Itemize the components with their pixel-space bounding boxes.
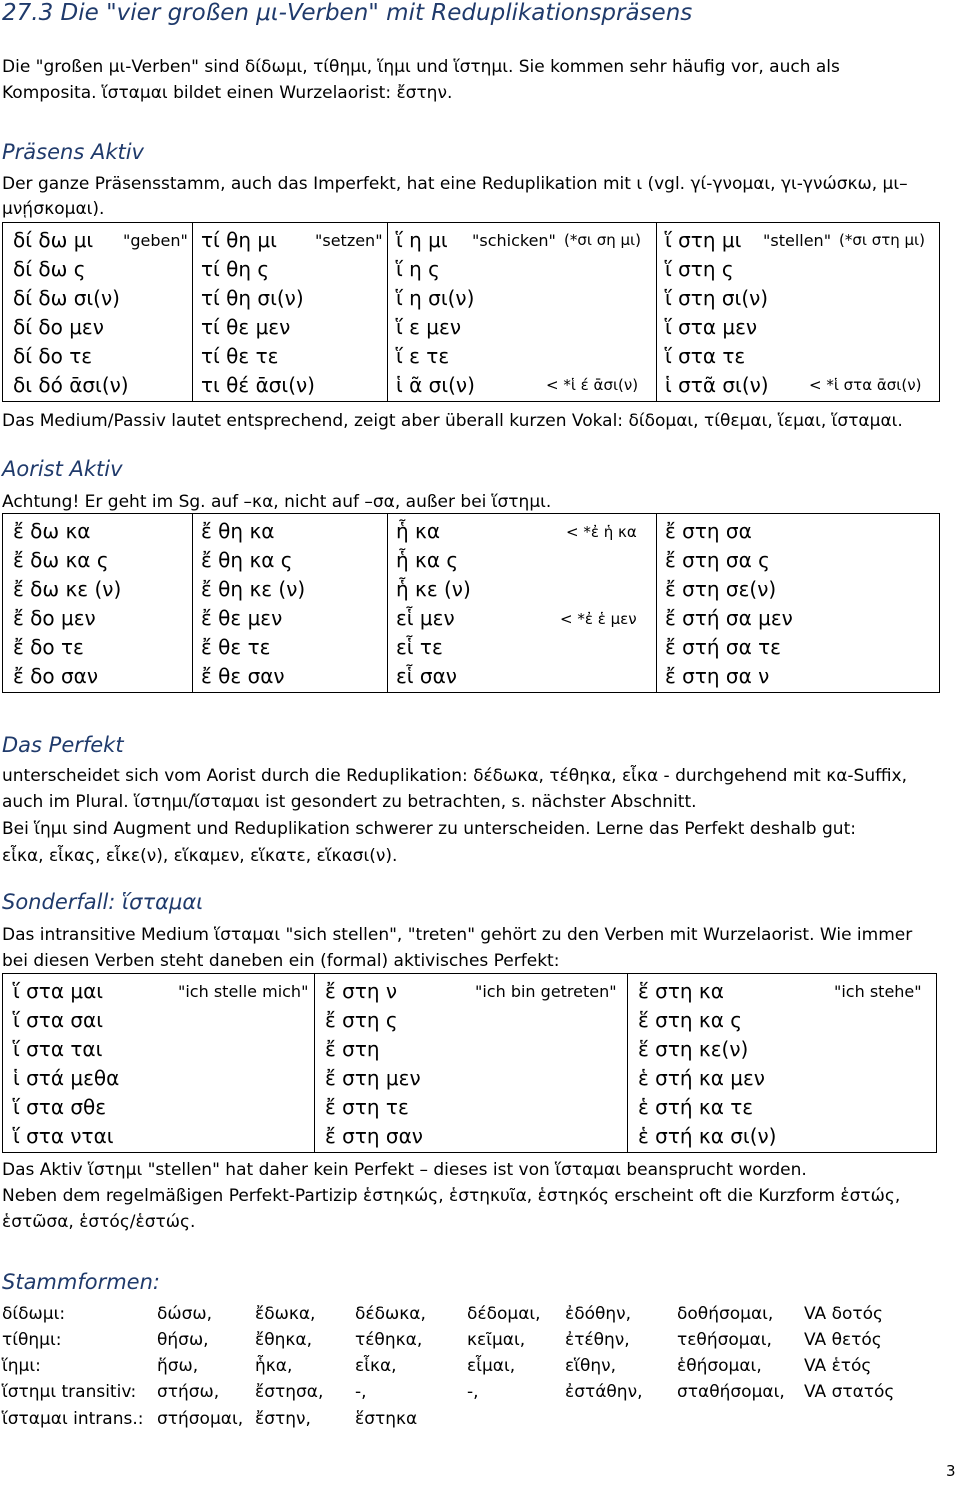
stammform-cell: δοθήσομαι, — [677, 1304, 774, 1324]
perfekt-line-1: unterscheidet sich vom Aorist durch die Reduplikation: δέδωκα, τέθηκα, εἷκα - durchgehend mit κα-Suffix, — [2, 766, 908, 786]
form-row: ἔ δω κα — [13, 519, 91, 543]
form-row: ἧ κα — [396, 519, 441, 543]
etymology-note: (*σι στη μι) — [839, 231, 925, 249]
form-row: δί δο μεν — [13, 315, 104, 339]
stammform-cell: δέδομαι, — [467, 1304, 541, 1324]
stammform-verb: δίδωμι: — [2, 1304, 66, 1324]
form-row: τί θη ς — [201, 257, 270, 281]
form-row: ἔ θε σαν — [201, 664, 285, 688]
stammform-cell: ἔστησα, — [255, 1382, 324, 1402]
sonderfall-line-1: Das intransitive Medium ἵσταμαι "sich stellen", "treten" gehört zu den Verben mit Wurzelaorist. Wie immer — [2, 925, 913, 945]
stammform-cell: στήσομαι, — [157, 1409, 244, 1429]
stammform-cell: VA θετός — [804, 1330, 882, 1350]
gloss: "ich stelle mich" — [178, 982, 309, 1001]
intro-line-2: Komposita. ἵσταμαι bildet einen Wurzelaorist: ἔστην. — [2, 83, 453, 103]
stammform-cell: ἕστηκα — [355, 1409, 418, 1429]
form-row: ἔ στη σα ς — [665, 548, 770, 572]
sonderfall-after-2: Neben dem regelmäßigen Perfekt-Partizip ἑστηκώς, ἑστηκυῖα, ἑστηκός erscheint oft die Kurzform ἑστώς, — [2, 1186, 901, 1206]
stammform-cell: κεῖμαι, — [467, 1330, 526, 1350]
row-note: < *ἐ ἡ κα — [566, 523, 637, 541]
form-row: ἑ στή κα μεν — [638, 1066, 765, 1090]
sonderfall-line-2: bei diesen Verben steht daneben ein (formal) aktivisches Perfekt: — [2, 951, 560, 971]
stammform-cell: -, — [355, 1382, 367, 1402]
form-row: εἷ σαν — [396, 664, 457, 688]
stammform-cell: θήσω, — [157, 1330, 209, 1350]
intro-line-1: Die "großen μι-Verben" sind δίδωμι, τίθημι, ἵημι und ἵστημι. Sie kommen sehr häufig vor, auch als — [2, 57, 840, 77]
form-row: ἱ ᾶ σι(ν) — [396, 373, 475, 397]
stammform-cell: σταθήσομαι, — [677, 1382, 785, 1402]
praesens-table — [2, 222, 940, 402]
form-row: ἵ στη σι(ν) — [665, 286, 769, 310]
gloss: "stellen" — [763, 231, 832, 250]
form-row: ἵ στη ς — [665, 257, 734, 281]
form-row: τί θη μι — [201, 228, 277, 252]
form-row: ἔ θη κα ς — [201, 548, 293, 572]
form-row: ἔ δο μεν — [13, 606, 96, 630]
stammform-cell: ἔστην, — [255, 1409, 311, 1429]
form-row: ἵ στα ται — [13, 1037, 103, 1061]
form-row: ἔ δω κα ς — [13, 548, 109, 572]
aorist-text: Achtung! Er geht im Sg. auf –κα, nicht auf –σα, außer bei ἵστημι. — [2, 492, 552, 512]
stammform-cell: VA ἑτός — [804, 1356, 872, 1376]
stammformen-heading: Stammformen: — [2, 1270, 160, 1294]
stammform-cell: ἥσω, — [157, 1356, 199, 1376]
form-row: ἔ στη μεν — [325, 1066, 421, 1090]
form-row: ἔ στη σε(ν) — [665, 577, 777, 601]
form-row: ἕ στη κε(ν) — [638, 1037, 749, 1061]
praesens-text-1: Der ganze Präsensstamm, auch das Imperfekt, hat eine Reduplikation mit ι (vgl. γί-γνομαι, γι-γνώσκω, μι– — [2, 174, 908, 194]
praesens-col-histemi — [657, 223, 940, 402]
form-row: ἑ στή κα τε — [638, 1095, 754, 1119]
form-row: ἵ στα σθε — [13, 1095, 107, 1119]
stammform-cell: στήσω, — [157, 1382, 220, 1402]
form-row: ἵ η σι(ν) — [396, 286, 475, 310]
gloss: "ich bin getreten" — [475, 982, 617, 1001]
aorist-table — [2, 513, 940, 693]
perfekt-line-3: Bei ἵημι sind Augment und Reduplikation schwerer zu unterscheiden. Lerne das Perfekt deshalb gut: — [2, 819, 856, 839]
page-title: 27.3 Die "vier großen μι-Verben" mit Reduplikationspräsens — [2, 0, 693, 26]
perfekt-heading: Das Perfekt — [2, 733, 124, 757]
praesens-text-2: μνῄσκομαι). — [2, 199, 105, 219]
praesens-col-didomi — [3, 223, 193, 402]
praesens-heading: Präsens Aktiv — [2, 140, 144, 164]
sonderfall-table — [2, 973, 937, 1153]
form-row: ἵ στα μαι — [13, 979, 104, 1003]
form-row: ἵ στα μεν — [665, 315, 758, 339]
sonderfall-col-esten — [315, 974, 628, 1153]
sonderfall-col-histamai — [3, 974, 315, 1153]
gloss: "geben" — [123, 231, 188, 250]
stammform-cell: εἵθην, — [565, 1356, 617, 1376]
stammform-cell: εἷκα, — [355, 1356, 397, 1376]
stammform-verb: τίθημι: — [2, 1330, 62, 1350]
form-row: τί θη σι(ν) — [201, 286, 304, 310]
form-row: δι δό ᾱσι(ν) — [13, 373, 129, 397]
form-row: δί δο τε — [13, 344, 93, 368]
form-row: δί δω μι — [13, 228, 94, 252]
sonderfall-after-1: Das Aktiv ἵστημι "stellen" hat daher kein Perfekt – dieses ist von ἵσταμαι beansprucht worden. — [2, 1160, 807, 1180]
form-row: ἵ η μι — [396, 228, 448, 252]
etymology-note: (*σι ση μι) — [564, 231, 641, 249]
row-note: < *ἱ στα ᾱσι(ν) — [809, 376, 922, 394]
praesens-col-hiemi — [388, 223, 657, 402]
form-row: ἔ στη ς — [325, 1008, 398, 1032]
stammform-cell: ἔθηκα, — [255, 1330, 312, 1350]
form-row: ἵ στα νται — [13, 1124, 114, 1148]
form-row: ἕ στη κα — [638, 979, 724, 1003]
aorist-heading: Aorist Aktiv — [2, 457, 123, 481]
stammform-cell: εἷμαι, — [467, 1356, 516, 1376]
form-row: ἱ στᾶ σι(ν) — [665, 373, 769, 397]
form-row: τι θέ ᾱσι(ν) — [201, 373, 315, 397]
stammform-cell: ἐδόθην, — [565, 1304, 632, 1324]
form-row: ἔ θη κα — [201, 519, 275, 543]
stammform-cell: δέδωκα, — [355, 1304, 426, 1324]
stammform-cell: VA δοτός — [804, 1304, 883, 1324]
form-row: ἔ στη τε — [325, 1095, 409, 1119]
aorist-col-hiemi — [388, 514, 657, 693]
stammform-cell: τεθήσομαι, — [677, 1330, 772, 1350]
sonderfall-after-3: ἑστῶσα, ἑστός/ἑστώς. — [2, 1212, 196, 1232]
form-row: ἵ ε μεν — [396, 315, 461, 339]
page-number: 3 — [946, 1462, 956, 1480]
form-row: ἔ θη κε (ν) — [201, 577, 306, 601]
stammform-cell: ἔδωκα, — [255, 1304, 316, 1324]
form-row: ἵ στα τε — [665, 344, 746, 368]
form-row: ἔ θε τε — [201, 635, 271, 659]
form-row: δί δω ς — [13, 257, 86, 281]
form-row: ἔ στή σα μεν — [665, 606, 793, 630]
form-row: ἔ στή σα τε — [665, 635, 781, 659]
row-note: < *ἐ ἑ μεν — [560, 610, 637, 628]
stammform-cell: ἐστάθην, — [565, 1382, 643, 1402]
form-row: δί δω σι(ν) — [13, 286, 120, 310]
form-row: ἵ η ς — [396, 257, 440, 281]
form-row: ἵ στη μι — [665, 228, 742, 252]
stammform-verb: ἵστημι transitiv: — [2, 1382, 137, 1402]
stammform-cell: ἐτέθην, — [565, 1330, 630, 1350]
gloss: "schicken" — [472, 231, 556, 250]
stammform-cell: τέθηκα, — [355, 1330, 423, 1350]
form-row: ἔ δο τε — [13, 635, 84, 659]
form-row: εἷ μεν — [396, 606, 455, 630]
form-row: τί θε τε — [201, 344, 279, 368]
stammform-verb: ἵσταμαι intrans.: — [2, 1409, 144, 1429]
form-row: εἷ τε — [396, 635, 443, 659]
form-row: ἔ δω κε (ν) — [13, 577, 122, 601]
form-row: ἱ στά μεθα — [13, 1066, 120, 1090]
form-row: ἵ ε τε — [396, 344, 450, 368]
stammform-verb: ἵημι: — [2, 1356, 41, 1376]
gloss: "setzen" — [315, 231, 383, 250]
row-note: < *ἱ έ ᾱσι(ν) — [546, 376, 639, 394]
perfekt-line-4: εἷκα, εἷκας, εἷκε(ν), εἵκαμεν, εἵκατε, εἵκασι(ν). — [2, 846, 398, 866]
form-row: ἔ στη ν — [325, 979, 398, 1003]
aorist-col-didomi — [3, 514, 193, 693]
form-row: ἑ στή κα σι(ν) — [638, 1124, 777, 1148]
gloss: "ich stehe" — [834, 982, 922, 1001]
praesens-col-tithemi — [193, 223, 388, 402]
form-row: ἕ στη κα ς — [638, 1008, 742, 1032]
aorist-col-histemi — [657, 514, 940, 693]
form-row: ἵ στα σαι — [13, 1008, 104, 1032]
form-row: ἔ στη σα — [665, 519, 752, 543]
form-row: ἔ στη σα ν — [665, 664, 770, 688]
sonderfall-heading: Sonderfall: ἵσταμαι — [2, 890, 204, 914]
stammform-cell: ἧκα, — [255, 1356, 293, 1376]
perfekt-line-2: auch im Plural. ἵστημι/ἵσταμαι ist gesondert zu betrachten, s. nächster Abschnitt. — [2, 792, 697, 812]
form-row: ἔ στη — [325, 1037, 380, 1061]
medium-note: Das Medium/Passiv lautet entsprechend, zeigt aber überall kurzen Vokal: δίδομαι, τίθεμαι, ἵεμαι, ἵσταμαι. — [2, 411, 903, 431]
aorist-col-tithemi — [193, 514, 388, 693]
form-row: ἔ δο σαν — [13, 664, 99, 688]
sonderfall-col-hesteka — [628, 974, 937, 1153]
form-row: ἔ στη σαν — [325, 1124, 423, 1148]
stammform-cell: δώσω, — [157, 1304, 213, 1324]
stammform-cell: -, — [467, 1382, 479, 1402]
form-row: τί θε μεν — [201, 315, 291, 339]
stammform-cell: ἑθήσομαι, — [677, 1356, 762, 1376]
form-row: ἧ κε (ν) — [396, 577, 471, 601]
form-row: ἔ θε μεν — [201, 606, 283, 630]
form-row: ἧ κα ς — [396, 548, 459, 572]
stammform-cell: VA στατός — [804, 1382, 895, 1402]
